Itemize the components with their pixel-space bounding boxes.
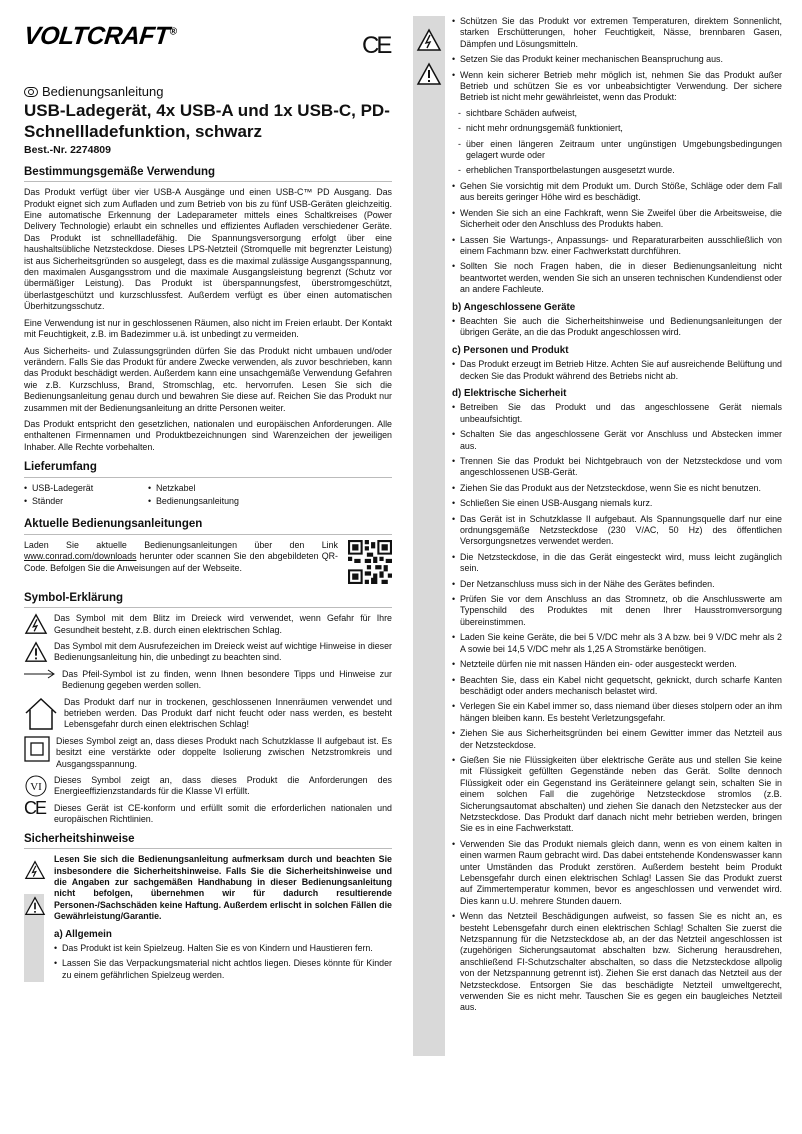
connected-devices-list bbox=[452, 316, 782, 339]
intended-use-paragraph: Das Produkt entspricht den gesetzlichen, nationalen und europäischen Anforderungen. Alle enthaltenen Firmennamen und Produktbezeichnungen sind Warenzeichen der jeweiligen Inhaber. Alle Rechte vorbehalten. bbox=[24, 418, 392, 452]
symbol-row: Das Symbol mit dem Blitz im Dreieck wird verwendet, wenn Gefahr für Ihre Gesundheit besteht, z.B. durch einen elektrischen Schlag. bbox=[24, 613, 392, 636]
persons-heading: c) Personen und Produkt bbox=[452, 344, 569, 356]
list-item: • Gehen Sie vorsichtig mit dem Produkt um. Durch Stöße, Schläge oder dem Fall aus bereits geringer Höhe wird es beschädigt. bbox=[452, 181, 782, 204]
right-column bbox=[452, 16, 782, 1018]
divider bbox=[24, 534, 392, 535]
lightning-warning-icon bbox=[24, 613, 48, 635]
delivery-item: • Bedienungsanleitung bbox=[148, 496, 272, 507]
general-list-continued bbox=[452, 16, 782, 296]
delivery-item: • USB-Ladegerät bbox=[24, 483, 148, 494]
safety-intro: Lesen Sie sich die Bedienungsanleitung aufmerksam durch und beachten Sie insbesondere die Sicherheitshinweise. Falls Sie die Sicherheitshinweise und die Angaben zur sachgemäßen Handhabung in dieser Bedienungsanleitung nicht befolgen, übernehmen wir für dadurch resultierende Personen-/Sachschäden keine Haftung. Außerdem erlischt in solchen Fällen die Gewährleistung/Garantie. bbox=[54, 854, 392, 922]
list-item: • Betreiben Sie das Produkt und das angeschlossene Gerät niemals unbeaufsichtigt. bbox=[452, 402, 782, 425]
page-title: USB-Ladegerät, 4x USB-A und 1x USB-C, PD-Schnellladefunktion, schwarz bbox=[24, 101, 390, 142]
list-item: • Schützen Sie das Produkt vor extremen Temperaturen, direktem Sonnenlicht, starken Erschütterungen, hoher Feuchtigkeit, Nässe, brennbaren Gasen, Dämpfen und Lösungsmitteln. bbox=[452, 16, 782, 50]
manual-label: Bedienungsanleitung bbox=[24, 86, 392, 97]
list-item: • Das Produkt ist kein Spielzeug. Halten Sie es von Kindern und Haustieren fern. bbox=[54, 943, 392, 954]
list-item: • Lassen Sie Wartungs-, Anpassungs- und Reparaturarbeiten ausschließlich von einem Fachmann bzw. einer Fachwerkstatt durchführen. bbox=[452, 235, 782, 258]
lightning-warning-icon bbox=[416, 28, 442, 52]
list-item: • Verwenden Sie das Produkt niemals gleich dann, wenn es von einem kalten in einen warmen Raum gebracht wird. Das dabei entstehende Kondenswasser kann unter Umständen das Produkt zerstören. Außerdem besteht beim Produkt Lebensgefahr durch einen elektrischen Schlag! Lassen Sie das Produkt zuerst auf Zimmertemperatur kommen, bevor es angeschlossen und verwendet wird. Dies kann u.U. mehrere Stunden dauern. bbox=[452, 839, 782, 907]
delivery-heading: Lieferumfang bbox=[24, 461, 97, 474]
exclamation-warning-icon bbox=[24, 641, 48, 663]
left-column bbox=[24, 80, 392, 985]
article-number: Best.-Nr. 2274809 bbox=[24, 144, 111, 157]
divider bbox=[24, 181, 392, 182]
intended-use-paragraph: Aus Sicherheits- und Zulassungsgründen dürfen Sie das Produkt nicht umbauen und/oder verändern. Falls Sie das Produkt für andere Zwecke verwenden, als zuvor beschrieben, kann das Produkt beschädigt werden. Außerdem kann eine unsachgemäße Verwendung Gefahren wie z.B. Kurzschluss, Brand, Stromschlag, etc. hervorrufen. Lesen Sie sich die Bedienungsanleitung genau durch und bewahren Sie diese auf. Reichen Sie das Produkt nur zusammen mit der Bedienungsanleitung an dritte Personen weiter. bbox=[24, 345, 392, 413]
manual-icon bbox=[24, 87, 38, 97]
ce-icon: CE bbox=[24, 797, 46, 818]
intended-use-paragraph: Eine Verwendung ist nur in geschlossenen Räumen, also nicht im Freien erlaubt. Der Kontakt mit Feuchtigkeit, z.B. im Badezimmer u.ä. ist unbedingt zu vermeiden. bbox=[24, 317, 392, 340]
general-heading: a) Allgemein bbox=[54, 928, 112, 940]
list-item: • Das Produkt erzeugt im Betrieb Hitze. Achten Sie auf ausreichende Belüftung und decken Sie das Produkt während des Betriebs nicht ab. bbox=[452, 359, 782, 382]
intended-use-heading: Bestimmungsgemäße Verwendung bbox=[24, 165, 216, 178]
list-item: • Beachten Sie, dass ein Kabel nicht gequetscht, geknickt, durch scharfe Kanten beschädigt oder anders mechanisch belastet wird. bbox=[452, 675, 782, 698]
electrical-heading: d) Elektrische Sicherheit bbox=[452, 387, 567, 399]
persons-list bbox=[452, 359, 782, 382]
list-item: • Netzteile dürfen nie mit nassen Händen ein- oder ausgesteckt werden. bbox=[452, 659, 782, 670]
electrical-list bbox=[452, 402, 782, 1014]
list-item: • Beachten Sie auch die Sicherheitshinweise und Bedienungsanleitungen der übrigen Geräte, an die das Produkt angeschlossen wird. bbox=[452, 316, 782, 339]
indoor-house-icon bbox=[24, 697, 58, 731]
protection-class-ii-icon bbox=[24, 736, 50, 762]
qr-code-icon bbox=[348, 540, 392, 584]
current-manuals-block: Laden Sie aktuelle Bedienungsanleitungen über den Link www.conrad.com/downloads herunter oder scannen Sie den abgebildeten QR-Code. Befolgen Sie die Anweisungen auf der Webseite. bbox=[24, 540, 392, 584]
divider bbox=[24, 477, 392, 478]
list-item: • Trennen Sie das Produkt bei Nichtgebrauch von der Netzsteckdose und vom angeschlossenen USB-Gerät. bbox=[452, 456, 782, 479]
delivery-item: • Ständer bbox=[24, 496, 148, 507]
list-item: • Ziehen Sie das Produkt aus der Netzsteckdose, wenn Sie es nicht benutzen. bbox=[452, 483, 782, 494]
list-item: • Prüfen Sie vor dem Anschluss an das Stromnetz, ob die Anschlusswerte am Typenschild des Produktes mit denen Ihrer Hausstromversorgung übereinstimmen. bbox=[452, 594, 782, 628]
exclamation-warning-icon bbox=[416, 62, 442, 86]
list-item: • Ziehen Sie aus Sicherheitsgründen bei einem Gewitter immer das Netzteil aus der Netzsteckdose. bbox=[452, 728, 782, 751]
downloads-link[interactable]: www.conrad.com/downloads bbox=[24, 551, 137, 562]
arrow-icon bbox=[24, 669, 56, 679]
list-item: • Setzen Sie das Produkt keiner mechanischen Beanspruchung aus. bbox=[452, 54, 782, 65]
connected-devices-heading: b) Angeschlossene Geräte bbox=[452, 301, 576, 313]
exclamation-warning-icon bbox=[24, 896, 46, 916]
intended-use-paragraph: Das Produkt verfügt über vier USB-A Ausgänge und einen USB-C™ PD Ausgang. Das Produkt eignet sich zum Aufladen und zum Betrieb von bis zu fünf USB-Geräten gleichzeitig. Eine automatische Erkennung der Ladeparameter mittels eines Schaltkreises (Power Delivery Technologie) erlaubt ein schnelles und effizientes Aufladen verschiedener Geräte. Das Produkt ist schnellladefähig. Die Spannungsversorgung erfolgt über eine haushaltsübliche Netzsteckdose. Dieses LPS-Netzteil (Stromquelle mit begrenzter Leistung) ist aus Sicherheitsgründen so ausgelegt, dass es die maximal zulässige Ausgangsspannung, den maximalen Ausgangsstrom und die maximale Ausgangsleistung begrenzt (Schutz vor übermäßiger Leistung). Das Produkt ist überspannungsfest, überstromgeschützt, überlastgeschützt und kurzschlussfest. Außerdem verfügt es über einen automatischen Überhitzungsschutz. bbox=[24, 187, 392, 312]
lightning-warning-icon bbox=[24, 860, 46, 880]
list-item: • Der Netzanschluss muss sich in der Nähe des Gerätes befinden. bbox=[452, 579, 782, 590]
condition-item: - sichtbare Schäden aufweist, bbox=[452, 108, 782, 119]
symbol-row: CE Dieses Gerät ist CE-konform und erfüllt somit die erforderlichen nationalen und europäischen Richtlinien. bbox=[24, 797, 392, 825]
list-item: • Sollten Sie noch Fragen haben, die in dieser Bedienungsanleitung nicht beantwortet werden, wenden Sie sich an unseren technischen Kundendienst oder an andere Fachleute. bbox=[452, 261, 782, 295]
list-item: • Laden Sie keine Geräte, die bei 5 V/DC mehr als 3 A bzw. bei 9 V/DC mehr als 2 A sowie bei 14,5 V/DC mehr als 1,25 A Stromstärke benötigen. bbox=[452, 632, 782, 655]
divider bbox=[24, 848, 392, 849]
list-item: • Schalten Sie das angeschlossene Gerät vor Anschluss und Abstecken immer aus. bbox=[452, 429, 782, 452]
right-safety-bar bbox=[413, 16, 445, 1056]
list-item: • Wenden Sie sich an eine Fachkraft, wenn Sie Zweifel über die Arbeitsweise, die Sicherheit oder den Anschluss des Produkts haben. bbox=[452, 208, 782, 231]
condition-item: - erheblichen Transportbelastungen ausgesetzt wurde. bbox=[452, 165, 782, 176]
list-item: • Die Netzsteckdose, in die das Gerät eingesteckt wird, muss leicht zugänglich sein. bbox=[452, 552, 782, 575]
current-manuals-heading: Aktuelle Bedienungsanleitungen bbox=[24, 518, 203, 531]
list-item: • Wenn das Netzteil Beschädigungen aufweist, so fassen Sie es nicht an, es besteht Lebensgefahr durch einen elektrischen Schlag! Schalten Sie zuerst die Netzspannung für die Netzsteckdose ab, an der das Netzteil angeschlossen ist (zugehörigen Sicherungsautomat abschalten bzw. Sicherung herausdrehen, anschließend FI-Schutzschalter abschalten, so dass die Netzsteckdose allpolig von der Netzspannung getrennt ist). Ziehen Sie erst danach das Netzteil aus der Netzsteckdose. Entsorgen Sie das beschädigte Netzteil umweltgerecht, verwenden Sie es nicht mehr. Tauschen Sie es gegen ein baugleiches Netzteil aus. bbox=[452, 911, 782, 1014]
symbol-row: Das Symbol mit dem Ausrufezeichen im Dreieck weist auf wichtige Hinweise in dieser Bedienungsanleitung hin, die unbedingt zu beachten sind. bbox=[24, 641, 392, 664]
right-safety-icons bbox=[416, 28, 442, 86]
symbols-heading: Symbol-Erklärung bbox=[24, 591, 124, 604]
brand-logo: VOLTCRAFT® bbox=[22, 22, 177, 50]
efficiency-vi-icon bbox=[24, 775, 48, 797]
condition-item: - über einen längeren Zeitraum unter ungünstigen Umgebungsbedingungen gelagert wurde oder bbox=[452, 139, 782, 162]
delivery-list bbox=[24, 483, 392, 508]
symbol-row: Das Produkt darf nur in trockenen, geschlossenen Innenräumen verwendet und betrieben werden. Das Produkt darf nicht feucht oder nass werden, es besteht Lebensgefahr durch einen elektrischen Schlag! bbox=[24, 697, 392, 731]
list-item: • Verlegen Sie ein Kabel immer so, dass niemand über dieses stolpern oder an ihm hängen bleiben kann. Es besteht Verletzungsgefahr. bbox=[452, 701, 782, 724]
svg-text:VI: VI bbox=[30, 781, 42, 794]
list-item: • Wenn kein sicherer Betrieb mehr möglich ist, nehmen Sie das Produkt außer Betrieb und schützen Sie es vor unbeabsichtigter Verwendung. Der sichere Betrieb ist nicht mehr gewährleistet, wenn das Produkt: bbox=[452, 70, 782, 104]
safety-block bbox=[24, 854, 392, 985]
list-item: • Gießen Sie nie Flüssigkeiten über elektrische Geräte aus und stellen Sie keine mit Flüssigkeit gefüllten Gegenstände neben das Gerät. Sollte dennoch Flüssigkeit oder ein Gegenstand ins Geräteinnere gelangt sein, schalten Sie in einem solchen Fall die zugehörige Netzsteckdose stromlos (z.B. Sicherungsautomat abschalten) und ziehen Sie danach den Netzstecker aus der Netzsteckdose. Das Produkt darf danach nicht mehr betrieben werden, bringen Sie es in eine Fachwerkstatt. bbox=[452, 755, 782, 835]
list-item: • Das Gerät ist in Schutzklasse II aufgebaut. Als Spannungsquelle darf nur eine ordnungsgemäße Netzsteckdose (230 V/AC, 50 Hz) des öffentlichen Versorgungsnetzes verwendet werden. bbox=[452, 514, 782, 548]
symbol-row: Dieses Symbol zeigt an, dass dieses Produkt nach Schutzklasse II aufgebaut ist. Es besitzt eine verstärkte oder doppelte Isolierung zwischen Netzstromkreis und Ausgangsspannung. bbox=[24, 736, 392, 770]
ce-mark: CE bbox=[362, 32, 390, 59]
symbol-row: Das Pfeil-Symbol ist zu finden, wenn Ihnen besondere Tipps und Hinweise zur Bedienung gegeben werden sollen. bbox=[24, 669, 392, 692]
divider bbox=[24, 607, 392, 608]
list-item: • Schließen Sie einen USB-Ausgang niemals kurz. bbox=[452, 498, 782, 509]
list-item: • Lassen Sie das Verpackungsmaterial nicht achtlos liegen. Dieses könnte für Kinder zu einem gefährlichen Spielzeug werden. bbox=[54, 958, 392, 981]
delivery-item: • Netzkabel bbox=[148, 483, 272, 494]
condition-item: - nicht mehr ordnungsgemäß funktioniert, bbox=[452, 123, 782, 134]
safety-heading: Sicherheitshinweise bbox=[24, 832, 135, 845]
symbol-row: VI Dieses Symbol zeigt an, dass dieses Produkt die Anforderungen des Energieeffizienzstandards für die Klasse VI erfüllt. bbox=[24, 775, 392, 798]
general-list bbox=[54, 943, 392, 981]
